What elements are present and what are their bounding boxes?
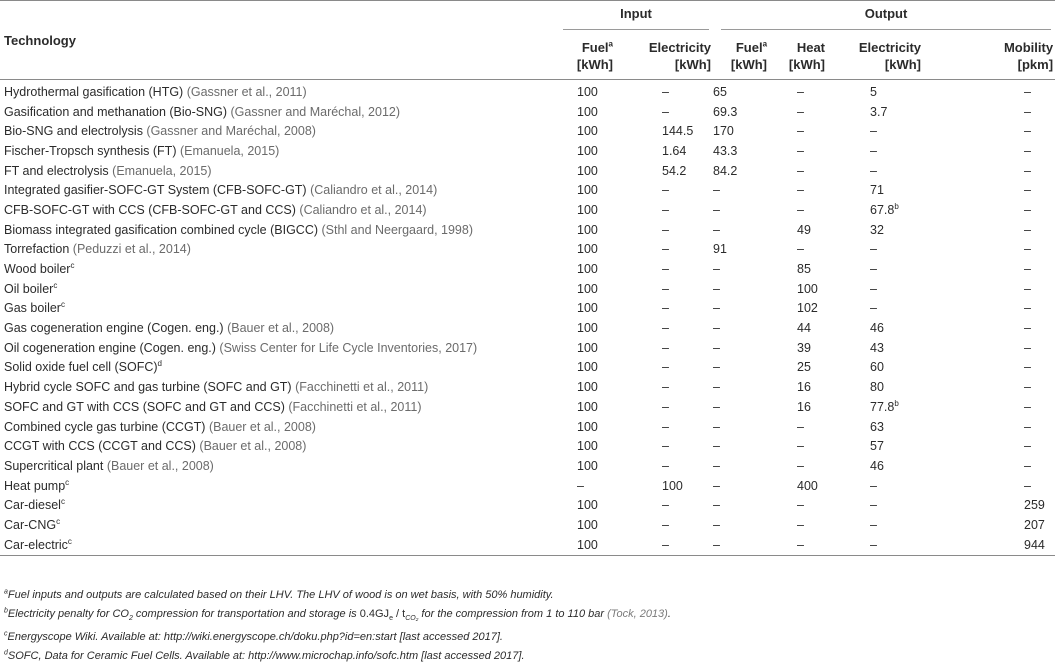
input-fuel-cell: 100 [577, 124, 598, 139]
header-input-electricity: Electricity [kWh] [615, 35, 713, 80]
technology-cell: Heat pump$^c$ [4, 477, 70, 493]
output-fuel-cell: – [713, 183, 720, 198]
input-fuel-cell: – [577, 478, 584, 493]
output-mobility-cell: – [1024, 183, 1031, 198]
output-electricity-cell: 77.8$^b$ [870, 398, 899, 414]
output-mobility-cell: 259 [1024, 498, 1045, 513]
table-row [0, 318, 1055, 338]
reference-text: (Swiss Center for Life Cycle Inventories, 2017) [219, 340, 478, 355]
technology-cell: Hydrothermal gasification (HTG) (Gassner et al., 2011) [4, 84, 307, 99]
footnotes [4, 586, 671, 666]
output-heat-cell: – [797, 163, 804, 178]
output-electricity-cell: – [870, 517, 877, 532]
technology-cell: Car-electric$^c$ [0, 535, 555, 555]
input-fuel-cell: 100 [577, 222, 598, 237]
output-heat-cell: 39 [797, 340, 811, 355]
reference-text: (Bauer et al., 2008) [208, 419, 316, 434]
output-fuel-cell: – [713, 458, 720, 473]
table-row [0, 535, 1055, 555]
input-electricity-cell: – [662, 419, 669, 434]
footnote-d: $^d$SOFC, Data for Ceramic Fuel Cells. Available at: http://www.microchap.info/sofc.htm [last accessed 2017]. [4, 649, 525, 662]
output-electricity-cell: – [870, 143, 877, 158]
header-input-fuel: Fuel$^a$ [kWh] [555, 35, 615, 80]
output-electricity-cell: 46 [870, 321, 884, 336]
table-row [0, 515, 1055, 535]
output-mobility-cell: – [1024, 84, 1031, 99]
output-heat-cell: – [797, 183, 804, 198]
output-mobility-cell: – [1024, 202, 1031, 217]
table-row [0, 180, 1055, 200]
output-electricity-cell: 60 [870, 360, 884, 375]
input-electricity-cell: – [662, 84, 669, 99]
technology-cell: CCGT with CCS (CCGT and CCS) (Bauer et al., 2008) [4, 439, 307, 454]
output-mobility-cell: – [1024, 104, 1031, 119]
output-mobility-cell: – [1024, 360, 1031, 375]
table-row [0, 495, 1055, 515]
footnote-a: $^a$Fuel inputs and outputs are calculated based on their LHV. The LHV of wood is on wet basis, with 50% humidity. [4, 588, 554, 601]
technology-cell: Car-diesel$^c$ [4, 497, 65, 513]
output-mobility-cell: – [1024, 281, 1031, 296]
technology-cell: Oil cogeneration engine (Cogen. eng.) (Swiss Center for Life Cycle Inventories, 2017) [4, 340, 478, 355]
technology-cell: Biomass integrated gasification combined cycle (BIGCC) (Sthl and Neergaard, 1998) [4, 222, 473, 237]
header-input: Input [555, 1, 713, 36]
output-electricity-cell: – [827, 535, 923, 555]
input-fuel-cell: 100 [577, 458, 598, 473]
output-fuel-cell: – [713, 419, 720, 434]
input-fuel-cell: 100 [577, 340, 598, 355]
output-heat-cell: 85 [797, 262, 811, 277]
technology-cell: Torrefaction (Peduzzi et al., 2014) [4, 242, 191, 257]
technology-cell: Hybrid cycle SOFC and gas turbine (SOFC and GT) (Facchinetti et al., 2011) [4, 380, 429, 395]
output-fuel-cell: 84.2 [713, 163, 738, 178]
technology-cell: SOFC and GT with CCS (SOFC and GT and CCS) (Facchinetti et al., 2011) [4, 399, 422, 414]
table-row [0, 141, 1055, 161]
input-electricity-cell: – [662, 458, 669, 473]
output-electricity-cell: – [870, 301, 877, 316]
technology-cell: Oil boiler$^c$ [4, 280, 58, 296]
header-output-heat: Heat [kWh] [769, 35, 827, 80]
output-mobility-cell: 944 [923, 535, 1055, 555]
output-fuel-cell: – [713, 301, 720, 316]
output-fuel-cell: – [713, 222, 720, 237]
input-electricity-cell: – [662, 301, 669, 316]
output-fuel-cell: – [713, 517, 720, 532]
input-electricity-cell: – [662, 360, 669, 375]
output-heat-cell: – [797, 517, 804, 532]
reference-text: (Caliandro et al., 2014) [310, 183, 438, 198]
input-electricity-cell: 100 [662, 478, 683, 493]
input-electricity-cell: – [662, 439, 669, 454]
output-heat-cell: – [797, 419, 804, 434]
table-row [0, 417, 1055, 437]
technology-cell: Gas cogeneration engine (Cogen. eng.) (Bauer et al., 2008) [4, 321, 335, 336]
input-electricity-cell: – [662, 517, 669, 532]
output-fuel-cell: – [713, 262, 720, 277]
output-heat-cell: 16 [797, 399, 811, 414]
output-mobility-cell: – [1024, 242, 1031, 257]
reference-text: (Facchinetti et al., 2011) [295, 380, 429, 395]
technology-cell: Bio-SNG and electrolysis (Gassner and Maréchal, 2008) [4, 124, 316, 139]
output-heat-cell: 25 [797, 360, 811, 375]
input-electricity-cell: 1.64 [662, 143, 687, 158]
output-mobility-cell: – [1024, 262, 1031, 277]
output-electricity-cell: 71 [870, 183, 884, 198]
table-row [0, 220, 1055, 240]
output-heat-cell: – [769, 535, 827, 555]
table-row [0, 476, 1055, 496]
reference-text: (Bauer et al., 2008) [199, 439, 307, 454]
table-row [0, 102, 1055, 122]
output-mobility-cell: 207 [1024, 517, 1045, 532]
input-electricity-cell: 54.2 [662, 163, 687, 178]
input-electricity-cell: – [662, 242, 669, 257]
output-heat-cell: 102 [797, 301, 818, 316]
table-row [0, 299, 1055, 319]
reference-text: (Emanuela, 2015) [179, 143, 280, 158]
output-fuel-cell: – [713, 439, 720, 454]
table-row [0, 200, 1055, 220]
output-fuel-cell: 91 [713, 242, 727, 257]
output-electricity-cell: 32 [870, 222, 884, 237]
output-heat-cell: – [797, 458, 804, 473]
header-output-mobility: Mobility [pkm] [923, 35, 1055, 80]
output-fuel-cell: – [713, 360, 720, 375]
output-electricity-cell: 63 [870, 419, 884, 434]
technology-cell: Gas boiler$^c$ [4, 300, 65, 316]
output-mobility-cell: – [1024, 222, 1031, 237]
output-heat-cell: – [797, 143, 804, 158]
reference-text: (Gassner et al., 2011) [186, 84, 307, 99]
output-fuel-cell: – [713, 498, 720, 513]
input-fuel-cell: 100 [577, 143, 598, 158]
footnote-c: $^c$Energyscope Wiki. Available at: http://wiki.energyscope.ch/doku.php?id=en:start [last accessed 2017]. [4, 630, 503, 644]
output-electricity-cell: – [870, 124, 877, 139]
input-electricity-cell: – [662, 498, 669, 513]
input-fuel-cell: 100 [577, 262, 598, 277]
input-fuel-cell: 100 [577, 399, 598, 414]
output-mobility-cell: – [1024, 399, 1031, 414]
output-heat-cell: – [797, 104, 804, 119]
output-fuel-cell: 69.3 [713, 104, 738, 119]
header-output-electricity: Electricity [kWh] [827, 35, 923, 80]
output-fuel-cell: 43.3 [713, 143, 738, 158]
output-mobility-cell: – [1024, 143, 1031, 158]
input-electricity-cell: – [662, 399, 669, 414]
input-electricity-cell: – [662, 183, 669, 198]
reference-text: (Bauer et al., 2008) [227, 321, 335, 336]
output-fuel-cell: – [713, 380, 720, 395]
input-fuel-cell: 100 [577, 419, 598, 434]
input-electricity-cell: – [662, 380, 669, 395]
output-fuel-cell: 170 [713, 124, 734, 139]
header-technology: Technology [0, 1, 555, 80]
output-mobility-cell: – [1024, 439, 1031, 454]
technology-cell: Solid oxide fuel cell (SOFC)$^d$ [4, 359, 162, 375]
output-electricity-cell: 67.8$^b$ [870, 201, 899, 217]
input-fuel-cell: 100 [577, 84, 598, 99]
output-electricity-cell: 43 [870, 340, 884, 355]
output-fuel-cell: – [713, 478, 720, 493]
technology-cell: Integrated gasifier-SOFC-GT System (CFB-SOFC-GT) (Caliandro et al., 2014) [4, 183, 438, 198]
output-mobility-cell: – [1024, 340, 1031, 355]
technology-cell: Supercritical plant (Bauer et al., 2008) [4, 458, 214, 473]
reference-text: (Caliandro et al., 2014) [299, 202, 427, 217]
output-heat-cell: 49 [797, 222, 811, 237]
input-fuel-cell: 100 [577, 104, 598, 119]
reference-text: (Gassner and Maréchal, 2008) [146, 124, 316, 139]
table-row [0, 436, 1055, 456]
output-heat-cell: 100 [797, 281, 818, 296]
input-fuel-cell: 100 [577, 183, 598, 198]
output-electricity-cell: – [870, 163, 877, 178]
output-mobility-cell: – [1024, 163, 1031, 178]
output-heat-cell: 44 [797, 321, 811, 336]
output-mobility-cell: – [1024, 380, 1031, 395]
table-row [0, 358, 1055, 378]
input-electricity-cell: – [662, 340, 669, 355]
input-electricity-cell: – [662, 104, 669, 119]
reference-text: (Sthl and Neergaard, 1998) [321, 222, 473, 237]
input-fuel-cell: 100 [577, 321, 598, 336]
output-electricity-cell: – [870, 281, 877, 296]
input-fuel-cell: 100 [577, 242, 598, 257]
table-row [0, 80, 1055, 102]
input-electricity-cell: 144.5 [662, 124, 694, 139]
input-electricity-cell: – [662, 262, 669, 277]
input-electricity-cell: – [662, 222, 669, 237]
output-mobility-cell: – [1024, 478, 1031, 493]
input-fuel-cell: 100 [577, 281, 598, 296]
input-electricity-cell: – [662, 202, 669, 217]
output-electricity-cell: – [870, 478, 877, 493]
input-electricity-cell: – [662, 321, 669, 336]
reference-text: (Bauer et al., 2008) [106, 458, 214, 473]
footnote-b: $^b$Electricity penalty for $CO_2$ compression for transportation and storage is $0.4GJ_e / t_{CO_2}$ for the compression from 1 to 110 bar (Tock, 2013). [4, 606, 671, 622]
output-fuel-cell: – [713, 281, 720, 296]
table-row [0, 338, 1055, 358]
table-row [0, 377, 1055, 397]
output-heat-cell: – [797, 242, 804, 257]
input-electricity-cell: – [662, 281, 669, 296]
table-body [0, 80, 1055, 556]
input-fuel-cell: 100 [577, 301, 598, 316]
output-fuel-cell: – [713, 340, 720, 355]
output-electricity-cell: 46 [870, 458, 884, 473]
input-fuel-cell: 100 [577, 360, 598, 375]
output-heat-cell: 400 [797, 478, 818, 493]
table-row [0, 279, 1055, 299]
technology-cell: Car-CNG$^c$ [4, 516, 61, 532]
reference-text: (Emanuela, 2015) [112, 163, 212, 178]
input-fuel-cell: 100 [577, 163, 598, 178]
reference-text: (Peduzzi et al., 2014) [72, 242, 191, 257]
technology-cell: Combined cycle gas turbine (CCGT) (Bauer et al., 2008) [4, 419, 316, 434]
header-output-fuel: Fuel$^a$ [kWh] [713, 35, 769, 80]
reference-text: (Facchinetti et al., 2011) [288, 399, 422, 414]
output-mobility-cell: – [1024, 321, 1031, 336]
output-heat-cell: – [797, 202, 804, 217]
technology-cell: FT and electrolysis (Emanuela, 2015) [4, 163, 212, 178]
output-electricity-cell: – [870, 498, 877, 513]
input-fuel-cell: 100 [555, 535, 615, 555]
output-fuel-cell: 65 [713, 84, 727, 99]
output-heat-cell: – [797, 124, 804, 139]
output-electricity-cell: – [870, 262, 877, 277]
output-fuel-cell: – [713, 399, 720, 414]
technology-cell: Wood boiler$^c$ [4, 260, 75, 277]
table-row [0, 397, 1055, 417]
output-mobility-cell: – [1024, 301, 1031, 316]
input-electricity-cell: – [615, 535, 713, 555]
technology-cell: CFB-SOFC-GT with CCS (CFB-SOFC-GT and CCS) (Caliandro et al., 2014) [4, 202, 427, 217]
technology-cell: Gasification and methanation (Bio-SNG) (Gassner and Maréchal, 2012) [4, 104, 401, 119]
header-output: Output [713, 1, 1055, 36]
output-mobility-cell: – [1024, 458, 1031, 473]
output-electricity-cell: – [870, 242, 877, 257]
output-heat-cell: – [797, 498, 804, 513]
table-row [0, 456, 1055, 476]
output-electricity-cell: 80 [870, 380, 884, 395]
input-fuel-cell: 100 [577, 380, 598, 395]
input-fuel-cell: 100 [577, 517, 598, 532]
output-fuel-cell: – [713, 202, 720, 217]
table-row [0, 121, 1055, 141]
output-fuel-cell: – [713, 535, 769, 555]
output-heat-cell: 16 [797, 380, 811, 395]
output-electricity-cell: 3.7 [870, 104, 888, 119]
output-fuel-cell: – [713, 321, 720, 336]
table-row [0, 161, 1055, 181]
output-mobility-cell: – [1024, 124, 1031, 139]
technology-cell: Fischer-Tropsch synthesis (FT) (Emanuela, 2015) [4, 143, 280, 158]
input-fuel-cell: 100 [577, 498, 598, 513]
reference-text: (Gassner and Maréchal, 2012) [230, 104, 401, 119]
input-fuel-cell: 100 [577, 439, 598, 454]
output-heat-cell: – [797, 439, 804, 454]
output-electricity-cell: 5 [870, 84, 877, 99]
input-fuel-cell: 100 [577, 202, 598, 217]
table-row [0, 240, 1055, 260]
table-row [0, 259, 1055, 279]
output-electricity-cell: 57 [870, 439, 884, 454]
output-mobility-cell: – [1024, 419, 1031, 434]
output-heat-cell: – [797, 84, 804, 99]
